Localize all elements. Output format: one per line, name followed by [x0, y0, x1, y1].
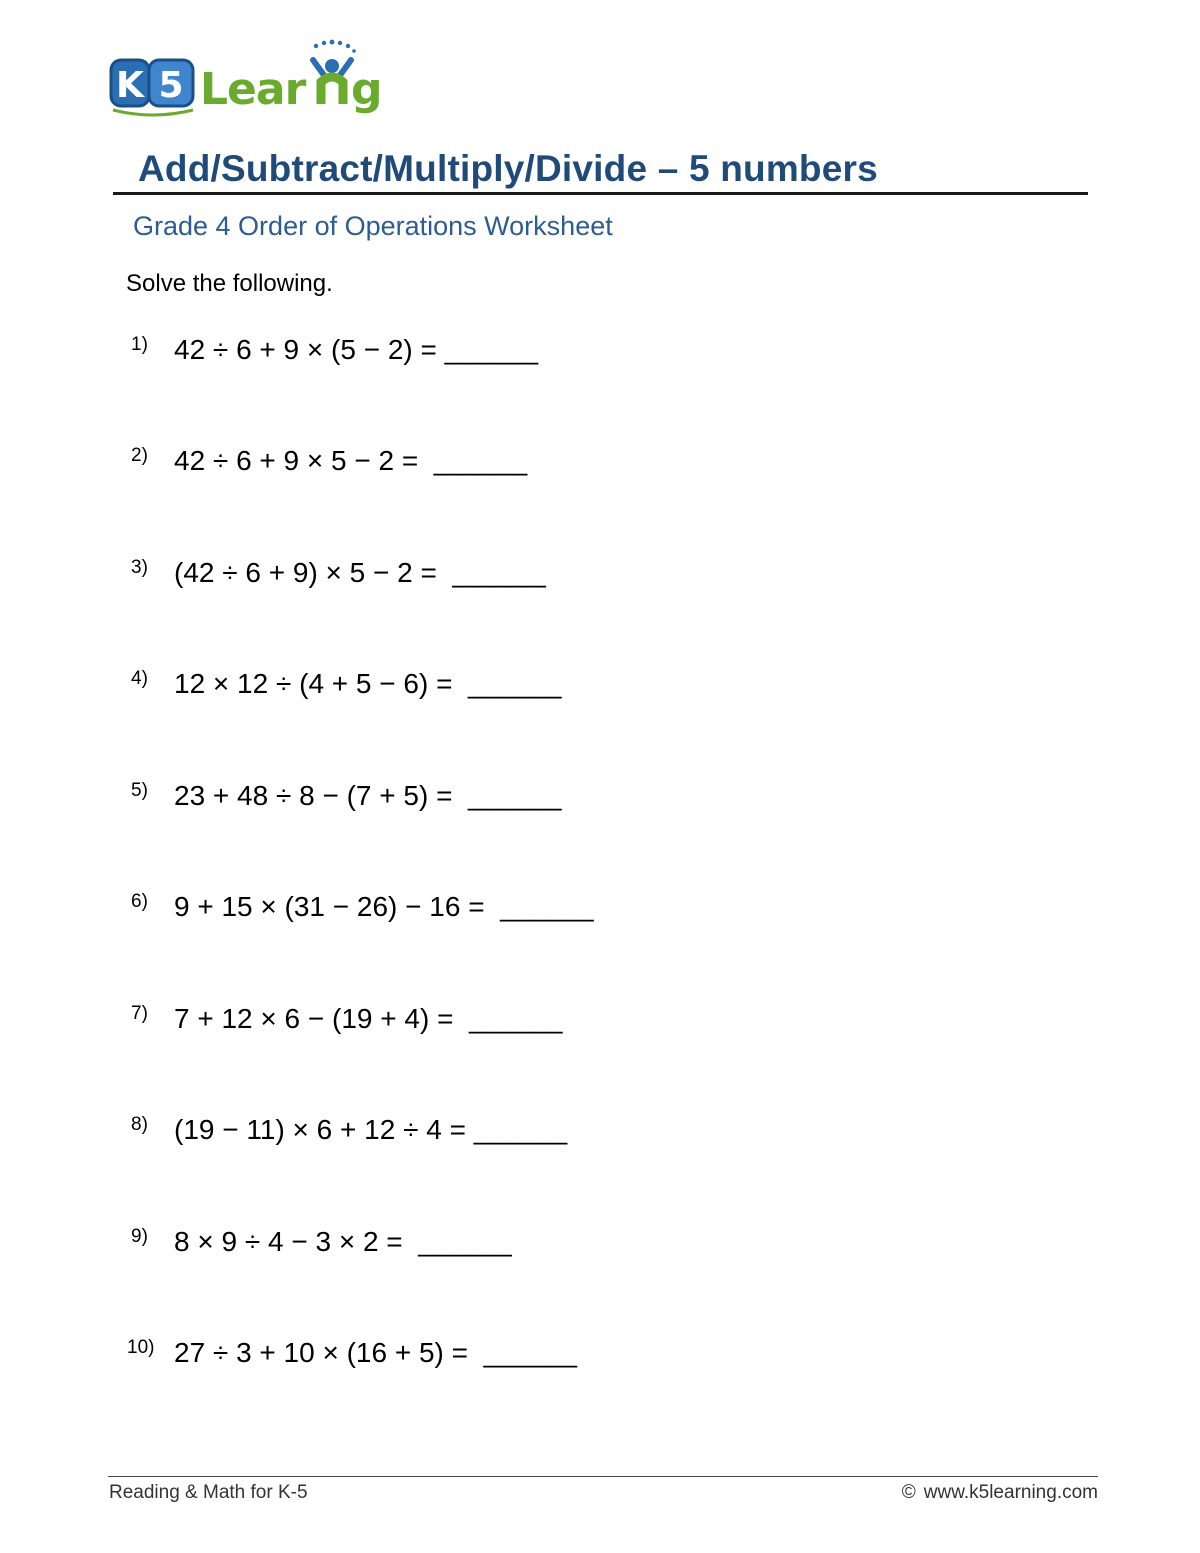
svg-text:K: K	[116, 65, 144, 106]
problem-number: 7)	[131, 1003, 148, 1024]
problem-9	[0, 1226, 1200, 1276]
problem-4	[0, 668, 1200, 718]
svg-text:g: g	[351, 64, 382, 115]
problem-expression: 42 ÷ 6 + 9 × 5 − 2 = ______	[174, 445, 528, 476]
footer-divider	[108, 1476, 1098, 1477]
problem-expression: 42 ÷ 6 + 9 × (5 − 2) = ______	[174, 334, 539, 365]
svg-text:5: 5	[158, 65, 184, 106]
problem-number: 6)	[131, 891, 148, 912]
title-divider	[113, 192, 1088, 195]
problem-expression: 7 + 12 × 6 − (19 + 4) = ______	[174, 1003, 563, 1034]
instructions: Solve the following.	[126, 270, 333, 297]
problem-number: 10)	[127, 1337, 155, 1358]
problem-10	[0, 1337, 1200, 1387]
footer-tagline: Reading & Math for K-5	[109, 1482, 308, 1503]
problem-6	[0, 891, 1200, 941]
problem-number: 5)	[131, 780, 148, 801]
k5-learning-logo	[108, 38, 418, 128]
problem-5	[0, 780, 1200, 830]
worksheet-title: Add/Subtract/Multiply/Divide – 5 numbers	[138, 148, 878, 189]
worksheet-subtitle: Grade 4 Order of Operations Worksheet	[133, 211, 613, 241]
problem-expression: (42 ÷ 6 + 9) × 5 − 2 = ______	[174, 557, 546, 588]
svg-text:Lear: Lear	[200, 64, 306, 115]
problem-number: 3)	[131, 557, 148, 578]
problem-expression: 8 × 9 ÷ 4 − 3 × 2 = ______	[174, 1226, 512, 1257]
problem-8	[0, 1114, 1200, 1164]
problem-expression: 27 ÷ 3 + 10 × (16 + 5) = ______	[174, 1337, 578, 1368]
problem-number: 1)	[131, 334, 148, 355]
problem-3	[0, 557, 1200, 607]
problem-7	[0, 1003, 1200, 1053]
problem-2	[0, 445, 1200, 495]
footer-website	[902, 1482, 1098, 1504]
problem-expression: (19 − 11) × 6 + 12 ÷ 4 = ______	[174, 1114, 568, 1145]
problem-expression: 9 + 15 × (31 − 26) − 16 = ______	[174, 891, 594, 922]
problem-number: 4)	[131, 668, 148, 689]
problem-1	[0, 334, 1200, 384]
copyright-icon: ©	[901, 1482, 916, 1503]
problem-expression: 23 + 48 ÷ 8 − (7 + 5) = ______	[174, 780, 562, 811]
logo-figure-icon	[313, 59, 351, 104]
problem-number: 8)	[131, 1114, 148, 1135]
problem-number: 2)	[131, 445, 148, 466]
problem-number: 9)	[131, 1226, 148, 1247]
problem-expression: 12 × 12 ÷ (4 + 5 − 6) = ______	[174, 668, 562, 699]
logo-stars-icon	[314, 40, 356, 53]
footer-url: www.k5learning.com	[923, 1482, 1098, 1503]
